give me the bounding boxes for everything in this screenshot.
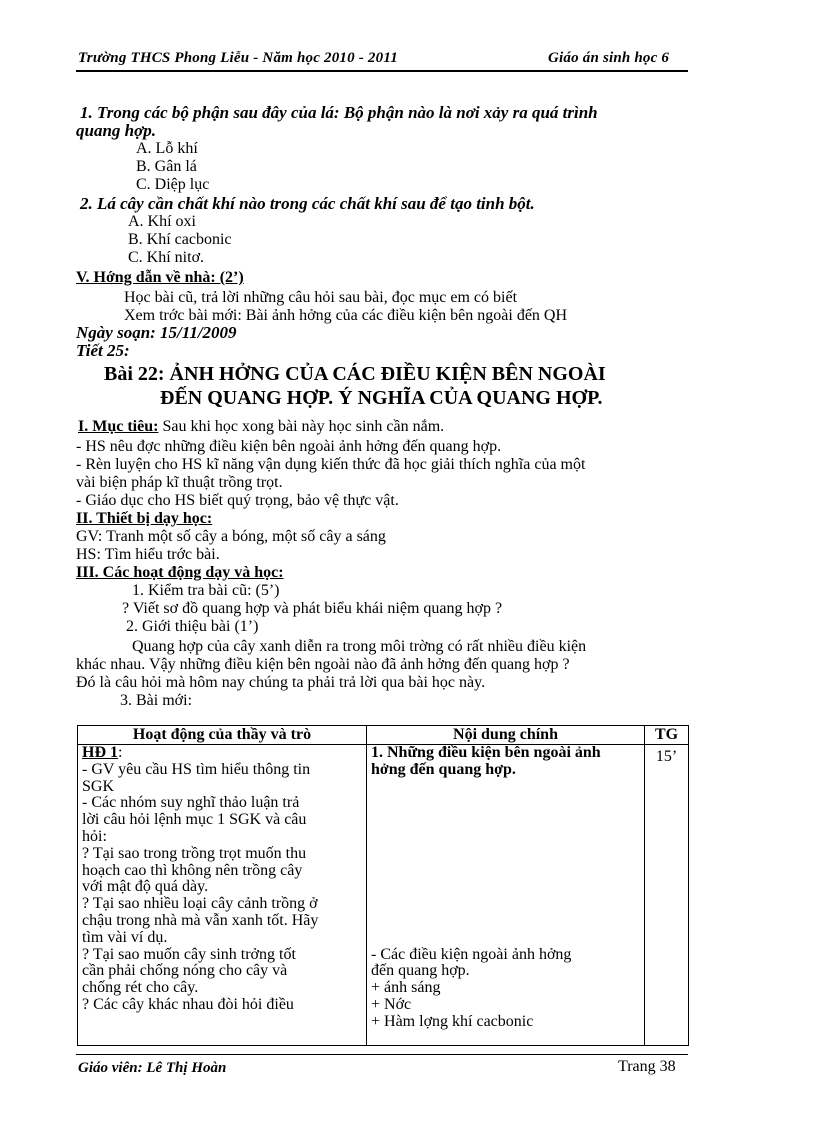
quiz-q2-option-b: B. Khí cacbonic	[128, 231, 232, 248]
activity-cell	[78, 745, 367, 1046]
equipment-heading: II. Thiết bị dạy học:	[76, 510, 213, 527]
quiz-question-2: 2. Lá cây cần chất khí nào trong các chất khí sau để tạo tinh bột.	[80, 194, 535, 213]
activity-line: cần phải chống nóng cho cây và	[82, 962, 288, 980]
period-number: Tiết 25:	[76, 341, 130, 360]
header-school: Trường THCS Phong Liễu - Năm học 2010 - 2011	[78, 50, 398, 66]
activity-line: ? Tại sao trong trồng trọt muốn thu	[82, 844, 307, 862]
equipment-teacher: GV: Tranh một số cây a bóng, một số cây a sáng	[76, 528, 386, 545]
header-teacher-student-activity: Hoạt động của thầy và trò	[78, 726, 367, 745]
activities-intro: 2. Giới thiệu bài (1’)	[126, 618, 259, 635]
content-heading-line-2: hởng đến quang hợp.	[371, 760, 516, 778]
quiz-q2-option-a: A. Khí oxi	[128, 213, 196, 230]
quiz-q1-option-b: B. Gân lá	[136, 158, 197, 175]
activity-label-line: HĐ 1:	[82, 744, 123, 761]
table-row	[78, 745, 689, 1046]
objectives-line	[78, 418, 444, 436]
quiz-q2-option-c: C. Khí nitơ.	[128, 249, 205, 266]
content-line: - Các điều kiện ngoài ảnh hởng	[371, 945, 572, 963]
footer-page-number: Trang 38	[618, 1058, 676, 1075]
time-value: 15’	[655, 748, 678, 765]
header-rule	[76, 70, 688, 72]
activities-new-lesson: 3. Bài mới:	[120, 692, 193, 709]
activity-line: ? Tại sao muốn cây sinh trởng tốt	[82, 945, 296, 963]
objective-item-2: - Rèn luyện cho HS kĩ năng vận dụng kiến thức đã học giải thích nghĩa của một	[76, 456, 586, 473]
prep-date: Ngày soạn: 15/11/2009	[76, 323, 237, 342]
activity-line: tìm vài ví dụ.	[82, 928, 168, 946]
activity-line: lời câu hỏi lệnh mục 1 SGK và câu	[82, 811, 307, 829]
equipment-student: HS: Tìm hiểu trớc bài.	[76, 546, 220, 563]
activity-line: ? Tại sao nhiều loại cây cảnh trồng ở	[82, 895, 318, 913]
activity-line: hỏi:	[82, 827, 107, 845]
header-subject: Giáo án sinh học 6	[548, 50, 670, 66]
content-cell	[367, 745, 645, 1046]
quiz-q1-option-c: C. Diệp lục	[136, 176, 210, 193]
objective-item-3: - Giáo dục cho HS biết quý trọng, bảo vệ thực vật.	[76, 492, 399, 509]
time-cell	[645, 745, 689, 1046]
objectives-intro: Sau khi học xong bài này học sinh cần nắm.	[158, 418, 445, 435]
activities-intro-p1: Quang hợp của cây xanh diễn ra trong môi trờng có rất nhiều điều kiện	[132, 638, 587, 655]
activity-label: HĐ 1	[82, 744, 118, 761]
activity-line: chậu trong nhà mà vẫn xanh tốt. Hãy	[82, 911, 319, 929]
content-line: + Hàm lợng khí cacbonic	[371, 1012, 534, 1030]
activities-intro-p2: khác nhau. Vậy những điều kiện bên ngoài nào đã ảnh hởng đến quang hợp ?	[76, 656, 570, 673]
homework-heading: V. Hớng dẫn về nhà: (2’)	[76, 269, 244, 286]
table-header-row	[78, 726, 689, 745]
content-line: + ánh sáng	[371, 979, 441, 997]
quiz-question-1: 1. Trong các bộ phận sau đây của lá: Bộ phận nào là nơi xảy ra quá trình	[80, 103, 598, 122]
activities-intro-p3: Đó là câu hỏi mà hôm nay chúng ta phải trả lời qua bài học này.	[76, 674, 486, 691]
quiz-q1-option-a: A. Lỗ khí	[136, 140, 198, 157]
quiz-question-1-cont: quang hợp.	[76, 121, 156, 140]
activity-line: ? Các cây khác nhau đòi hỏi điều	[82, 995, 294, 1013]
header-time: TG	[645, 726, 689, 745]
content-line: đến quang hợp.	[371, 962, 470, 980]
homework-line-2: Xem trớc bài mới: Bài ảnh hởng của các điều kiện bên ngoài đến QH	[124, 307, 568, 324]
header-main-content: Nội dung chính	[367, 726, 645, 745]
lesson-title-line-2: ĐẾN QUANG HỢP. Ý NGHĨA CỦA QUANG HỢP.	[160, 387, 603, 409]
footer-rule	[76, 1054, 688, 1055]
activity-line: chống rét cho cây.	[82, 979, 199, 997]
activities-check-question: ? Viết sơ đồ quang hợp và phát biểu khái niệm quang hợp ?	[122, 600, 503, 617]
lesson-plan-table	[77, 725, 689, 1046]
activity-line: - Các nhóm suy nghĩ thảo luận trả	[82, 794, 300, 812]
content-heading-line-1: 1. Những điều kiện bên ngoài ảnh	[371, 744, 601, 761]
activity-line: - GV yêu cầu HS tìm hiểu thông tin	[82, 760, 311, 778]
activity-line: hoạch cao thì không nên trồng cây	[82, 861, 303, 879]
activities-check: 1. Kiểm tra bài cũ: (5’)	[132, 582, 280, 599]
homework-line-1: Học bài cũ, trả lời những câu hỏi sau bài, đọc mục em có biết	[124, 289, 518, 306]
lesson-title-line-1: Bài 22: ẢNH HỞNG CỦA CÁC ĐIỀU KIỆN BÊN NGOÀI	[104, 363, 606, 385]
activities-heading: III. Các hoạt động dạy và học:	[76, 564, 284, 581]
activity-line: SGK	[82, 777, 115, 795]
footer-teacher: Giáo viên: Lê Thị Hoàn	[78, 1060, 227, 1076]
objectives-heading: I. Mục tiêu:	[78, 418, 159, 435]
objective-item-2-cont: vài biện pháp kĩ thuật trồng trọt.	[76, 474, 283, 491]
content-line: + Nớc	[371, 995, 412, 1013]
objective-item-1: - HS nêu đợc những điều kiện bên ngoài ảnh hởng đến quang hợp.	[76, 438, 502, 455]
activity-line: với mật độ quá dày.	[82, 878, 209, 896]
